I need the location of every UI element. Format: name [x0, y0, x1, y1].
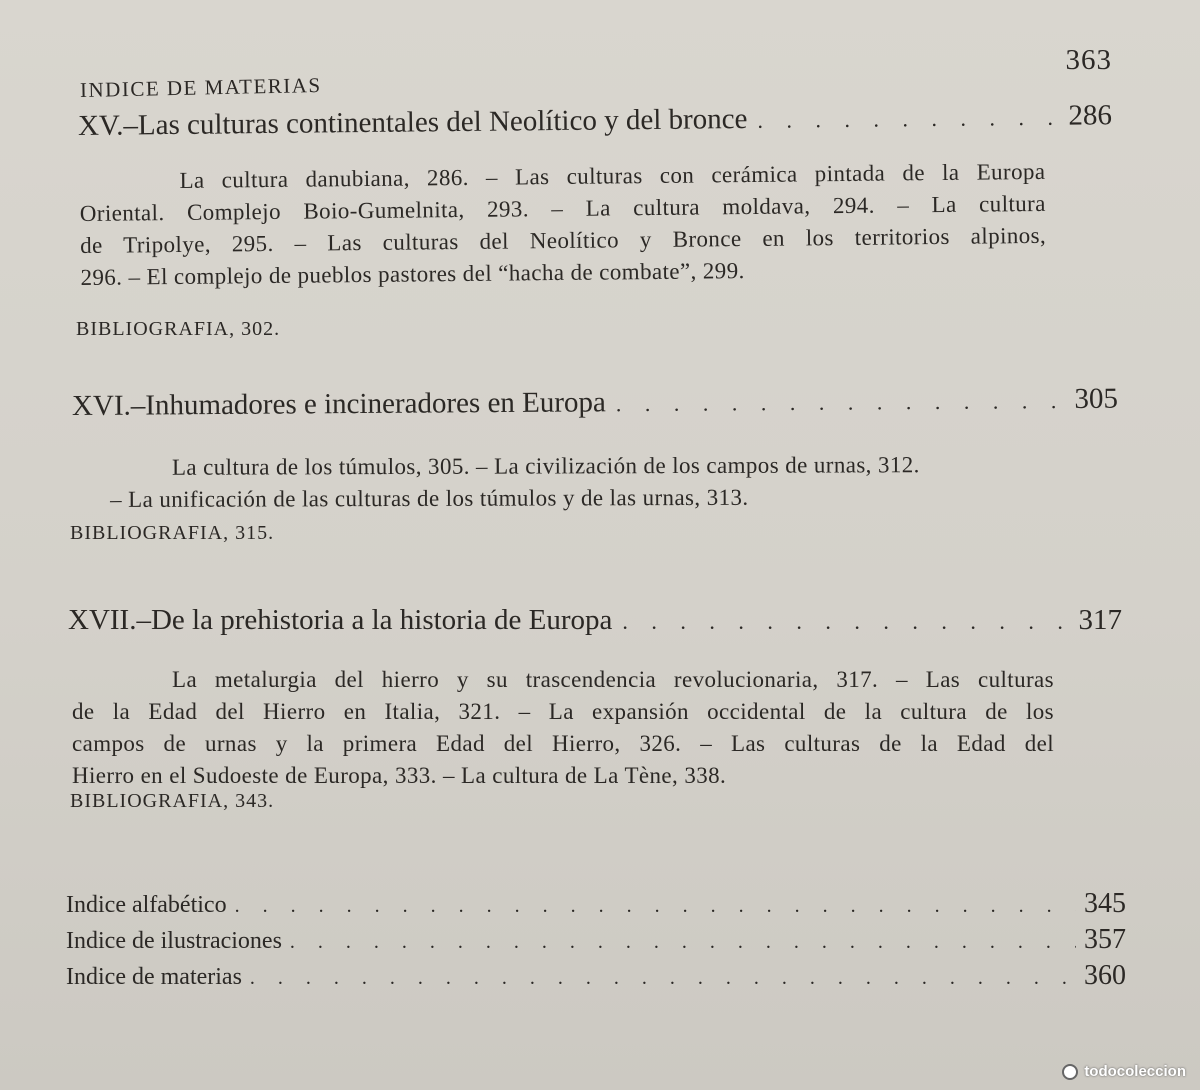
summary-line: La cultura danubiana, 286. – Las culturas con cerámica pintada de la Europa [179, 158, 1046, 193]
chapter-title: XVII.–De la prehistoria a la historia de Europa [68, 604, 613, 636]
chapter-title: XV.–Las culturas continentales del Neolítico y del bronce [77, 102, 748, 142]
summary-line: La metalurgia del hierro y su trascendencia revolucionaria, 317. – Las culturas [172, 667, 1054, 692]
page-number: 363 [1065, 44, 1112, 76]
summary-line: de la Edad del Hierro en Italia, 321. – La expansión occidental de la cultura de los [72, 699, 1054, 724]
watermark [1062, 1063, 1186, 1080]
watermark-text: todocoleccion [1084, 1063, 1186, 1080]
chapter-summary [72, 664, 1054, 792]
index-entry [66, 888, 1126, 924]
leader-dots [250, 967, 1076, 990]
summary-line: Hierro en el Sudoeste de Europa, 333. – La cultura de La Tène, 338. [72, 763, 727, 788]
running-title: INDICE DE MATERIAS [79, 72, 322, 102]
bibliography: BIBLIOGRAFIA, 315. [70, 522, 275, 544]
leader-dots [290, 931, 1076, 954]
leader-dots [622, 609, 1068, 635]
index-entry [66, 924, 1126, 960]
chapter-page: 305 [1074, 382, 1119, 416]
summary-line: de Tripolye, 295. – Las culturas del Neolítico y Bronce en los territorios alpinos, [80, 222, 1047, 258]
index-page: 360 [1084, 960, 1126, 991]
chapter-summary [110, 449, 1050, 516]
summary-line: campos de urnas y la primera Edad del Hierro, 326. – Las culturas de la Edad del [72, 731, 1054, 756]
index-page: 357 [1084, 924, 1126, 955]
index-label: Indice de ilustraciones [66, 928, 282, 954]
chapter-title: XVI.–Inhumadores e incineradores en Europa [71, 386, 606, 422]
leader-dots [235, 895, 1076, 918]
index-page: 345 [1084, 888, 1126, 919]
chapter-summary [79, 156, 1046, 294]
index-list [66, 888, 1126, 996]
chapter-page: 317 [1078, 604, 1122, 636]
bibliography: BIBLIOGRAFIA, 302. [76, 318, 281, 340]
bibliography: BIBLIOGRAFIA, 343. [70, 790, 275, 812]
chapter-page: 286 [1068, 99, 1113, 132]
logo-icon [1062, 1064, 1078, 1080]
leader-dots [757, 105, 1058, 134]
chapter-heading [72, 383, 1118, 423]
chapter-heading [68, 604, 1122, 637]
index-entry [66, 960, 1126, 996]
index-label: Indice alfabético [66, 892, 227, 918]
index-label: Indice de materias [66, 964, 242, 990]
summary-line: La cultura de los túmulos, 305. – La civilización de los campos de urnas, 312. [171, 452, 920, 480]
chapter-heading [78, 99, 1112, 143]
summary-line: – La unificación de las culturas de los túmulos y de las urnas, 313. [110, 484, 749, 512]
summary-line: 296. – El complejo de pueblos pastores del “hacha de combate”, 299. [80, 258, 745, 290]
leader-dots [616, 388, 1065, 417]
summary-line: Oriental. Complejo Boio-Gumelnita, 293. – La cultura moldava, 294. – La cultura [79, 190, 1046, 227]
